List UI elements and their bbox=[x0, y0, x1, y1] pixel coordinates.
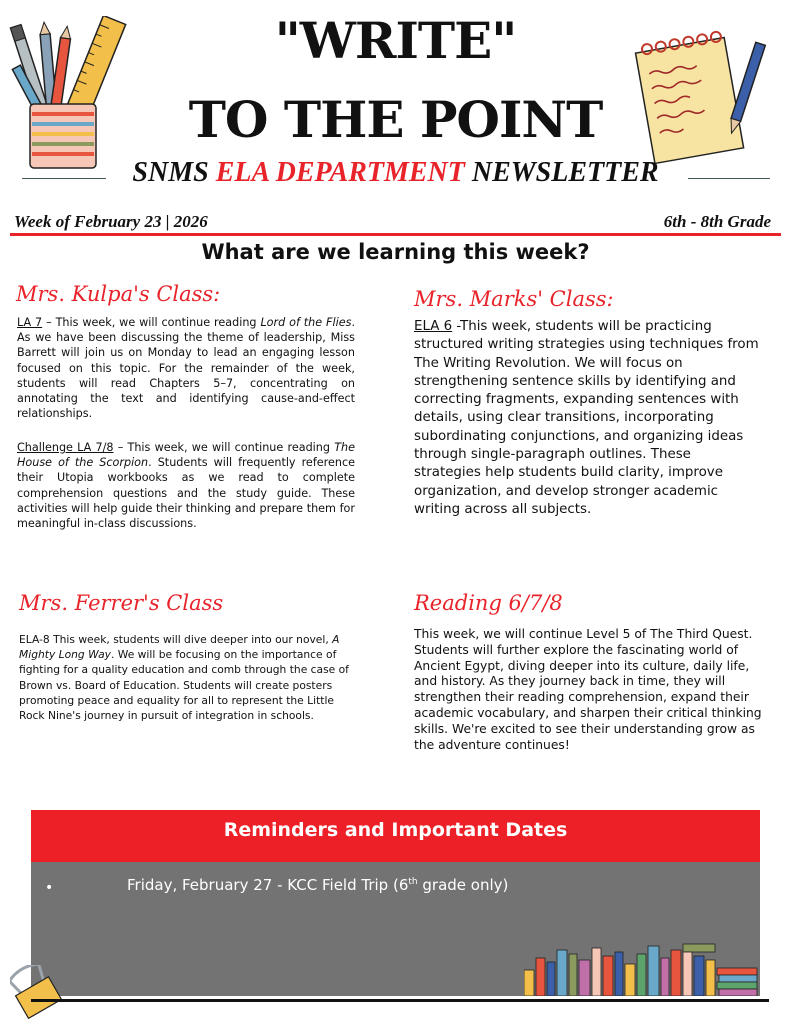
title-line-1: "WRITE" bbox=[274, 11, 517, 70]
reading-heading: Reading 6/7/8 bbox=[414, 591, 563, 615]
reading-paragraph: This week, we will continue Level 5 of The Third Quest. Students will further explore the fascinating world of Ancient Egypt, diving deeper into its culture, daily life, and history. As they journey back in time, they will strengthen their reading comprehension, expand their academic vocabulary, and sharpen their critical thinking skills. We're excited to see their understanding grow as the adventure continues! bbox=[414, 627, 762, 752]
books-illustration bbox=[524, 940, 760, 996]
kulpa-heading: Mrs. Kulpa's Class: bbox=[16, 282, 221, 306]
header-rule bbox=[10, 233, 781, 236]
reminder-bullet: • bbox=[45, 880, 54, 896]
newsletter-subtitle: SNMS ELA DEPARTMENT NEWSLETTER bbox=[132, 157, 659, 188]
week-date: Week of February 23 | 2026 bbox=[14, 212, 208, 231]
kulpa-challenge-paragraph: Challenge LA 7/8 – This week, we will continue reading The House of the Scorpion. Students will frequently reference their Utopia workbooks as we read to complete comprehension questions and the study guide. These activities will help guide their thinking and prepare them for meaningful in-class discussions. bbox=[17, 441, 355, 531]
footer-rule bbox=[31, 999, 769, 1002]
ferrer-paragraph: ELA-8 This week, students will dive deeper into our novel, A Mighty Long Way. We will be focusing on the importance of fighting for a quality education and comb through the case of Brown vs. Board of Education. Students will create posters promoting peace and equality for all to represent the Little Rock Nine's journey in pursuit of integration in schools. bbox=[19, 633, 349, 723]
grade-range: 6th - 8th Grade bbox=[663, 212, 771, 231]
title-line-2: TO THE POINT bbox=[188, 90, 603, 149]
reminders-banner: Reminders and Important Dates bbox=[31, 810, 760, 862]
marks-paragraph: ELA 6 -This week, students will be practicing structured writing strategies using techniques from The Writing Revolution. We will focus on strengthening sentence skills by identifying and correcting fragments, expanding sentences with details, using clear transitions, incorporating subordinating conjunctions, and organizing ideas through single-paragraph outlines. These strategies help students build clarity, improve organization, and develop stronger academic writing across all subjects. bbox=[414, 319, 759, 517]
kulpa-la7-paragraph: LA 7 – This week, we will continue reading Lord of the Flies. As we have been discussing the theme of leadership, Miss Barrett will join us on Monday to lead an engaging lesson focused on this topic. For the remainder of the week, students will read Chapters 5–7, concentrating on annotating the text and identifying cause-and-effect relationships. bbox=[17, 316, 355, 421]
section-heading: What are we learning this week? bbox=[201, 240, 590, 264]
ferrer-heading: Mrs. Ferrer's Class bbox=[19, 591, 224, 615]
marks-heading: Mrs. Marks' Class: bbox=[414, 287, 614, 311]
binder-clip-icon bbox=[10, 965, 64, 1020]
reminder-item: Friday, February 27 - KCC Field Trip (6th grade only) bbox=[127, 876, 509, 894]
